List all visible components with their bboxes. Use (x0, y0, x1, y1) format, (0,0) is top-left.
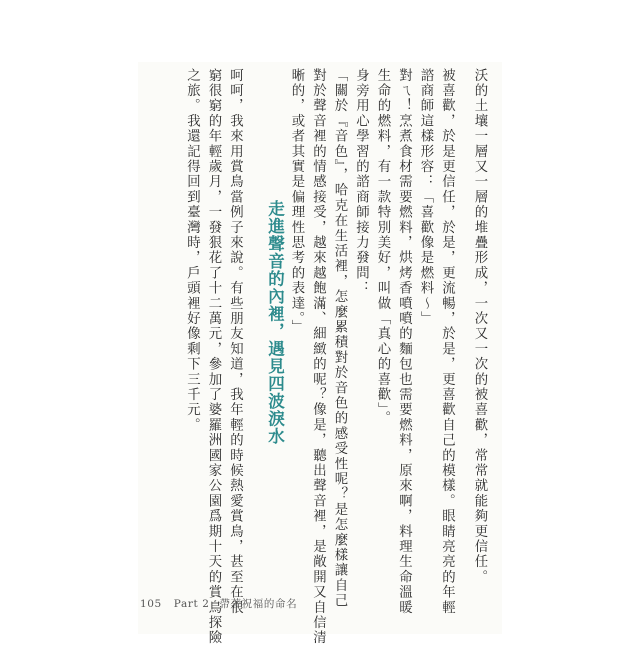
book-page (138, 62, 502, 646)
text-line: 之旅。我還記得回到臺灣時，戶頭裡好像剩下三千元。 (184, 68, 200, 433)
text-line: 呵呵，我來用賞鳥當例子來說。有些朋友知道，我年輕的時候熱愛賞鳥，甚至在很 (227, 68, 243, 616)
text-line: 沃的土壤一層又一層的堆疊形成，一次又一次的被喜歡，常常就能夠更信任。 (472, 68, 487, 585)
text-line: 諮商師這樣形容：「喜歡像是燃料～」 (418, 68, 433, 327)
page-number: 105 (140, 598, 162, 610)
paragraph-gap (458, 68, 469, 538)
text-line: 晰的，或者其實是偏理性思考的表達。」 (289, 68, 304, 335)
text-line: 身旁用心學習的諮商師接力發問： (353, 68, 369, 296)
part-label: Part 2 (173, 598, 210, 610)
text-line: 對ㄟ！烹煮食材需要燃料，烘烤香噴噴的麵包也需要燃料，原來啊，料理生命溫暖 (396, 68, 412, 616)
section-heading: 走進聲音的內裡，遇見四波淚水 (265, 199, 285, 445)
page-footer (140, 596, 297, 611)
text-line: 「關於『音色』，哈克在生活裡，怎麼累積對於音色的感受性呢？是怎麼樣讓自己 (332, 68, 347, 609)
section-title: 帶著祝福的命名 (219, 598, 298, 610)
text-line: 對於聲音裡的情感接受，越來越飽滿、細緻的呢？像是，聽出聲音裡，是敞開又自信清 (310, 68, 326, 646)
text-line: 被喜歡，於是更信任，於是，更流暢，於是，更喜歡自己的模樣。眼睛亮亮的年輕 (439, 68, 455, 616)
text-line: 生命的燃料，有一款特別美好，叫做「真心的喜歡」。 (375, 68, 390, 427)
text-line: 窮很窮的年輕歲月，一發狠花了十二萬元，參加了婆羅洲國家公園爲期十天的賞鳥探險 (206, 68, 221, 646)
